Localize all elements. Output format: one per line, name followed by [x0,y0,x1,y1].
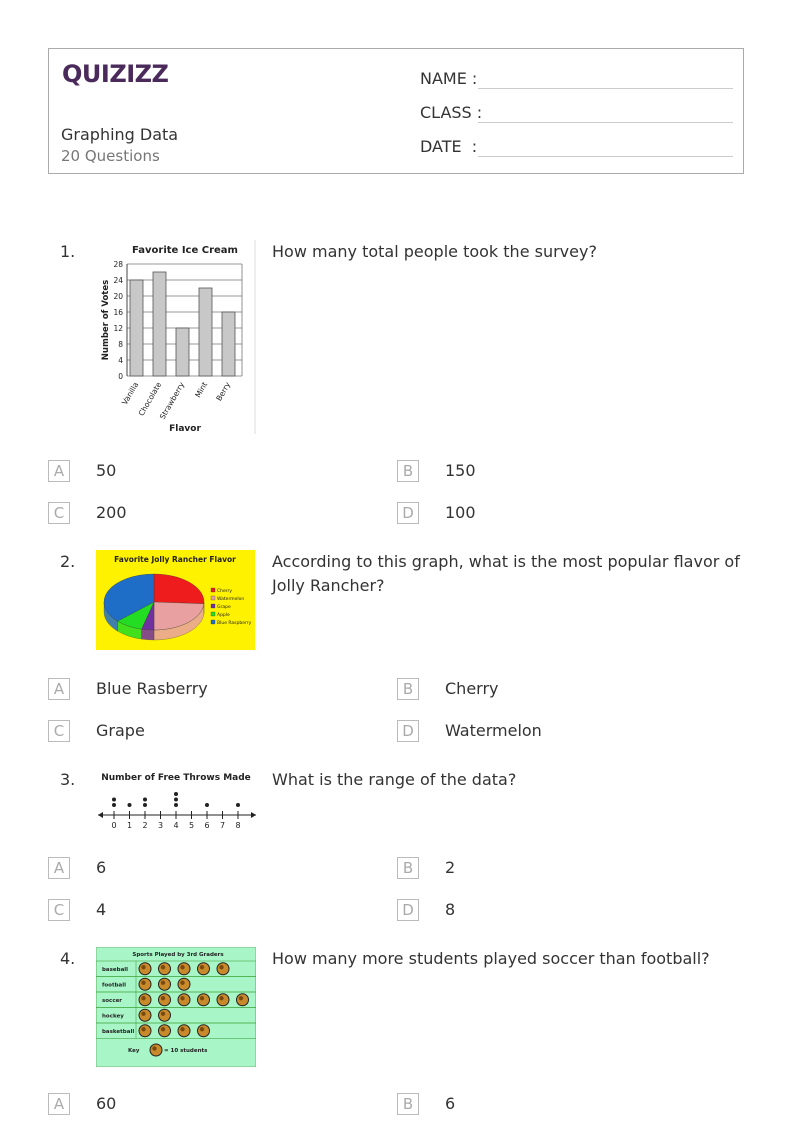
row-label: soccer [102,998,123,1004]
option-value: 6 [96,858,107,877]
x-tick-label: Berry [214,380,233,403]
row-label: basketball [102,1029,135,1035]
option-value: 60 [96,1094,117,1113]
legend-swatch [211,588,215,592]
ball-icon-detail [180,965,184,969]
name-field[interactable] [420,69,477,88]
question-number: 4. [60,949,76,968]
tick-label: 2 [142,821,148,830]
option-value: 6 [445,1094,456,1113]
option-letter: A [48,678,70,700]
ball-icon-detail [141,1027,145,1031]
tick-label: 4 [173,821,179,830]
ball-icon-detail [239,996,243,1000]
row-label: football [102,982,126,989]
key-label: Key [128,1048,140,1054]
arrow-left [98,812,103,818]
data-dot [112,798,116,802]
question-text: According to this graph, what is the most popular flavor of Jolly Rancher? [272,552,740,595]
ball-icon-detail [141,981,145,985]
sports-pictograph [96,947,256,1067]
chart-title: Sports Played by 3rd Graders [132,952,224,958]
option-letter: B [397,678,419,700]
ball-icon-detail [161,1012,165,1016]
option-letter: A [48,1093,70,1115]
option-letter: A [48,857,70,879]
pie-slice-side [142,629,154,640]
bar [176,328,189,376]
class-field[interactable] [420,103,482,122]
legend-swatch [211,612,215,616]
data-dot [143,803,147,807]
question-count: 20 Questions [61,147,160,165]
question-number: 1. [60,242,76,261]
option-value: 100 [445,503,476,522]
class-line [478,122,733,123]
tick-label: 1 [126,821,133,830]
date-field[interactable] [420,137,477,156]
option-value: 8 [445,900,456,919]
y-axis-label: Number of Votes [101,279,111,361]
date-line [478,156,733,157]
data-dot [236,803,240,807]
row-label: hockey [102,1013,124,1020]
legend-swatch [211,596,215,600]
option-value: Grape [96,721,145,740]
data-dot [112,803,116,807]
class-label: CLASS : [420,103,483,122]
data-dot [174,792,178,796]
key-text: = 10 students [164,1048,208,1054]
option-letter: C [48,720,70,742]
legend-label: Watermelon [217,597,245,602]
option-value: Cherry [445,679,499,698]
question-number: 2. [60,552,76,571]
ball-icon-detail [161,996,165,1000]
option-letter: A [48,460,70,482]
y-tick-label: 16 [113,308,123,317]
name-label: NAME : [420,69,478,88]
ball-icon-detail [219,996,223,1000]
ball-icon-detail [200,996,204,1000]
ball-icon-detail [141,996,145,1000]
option-letter: C [48,502,70,524]
row-label: baseball [102,967,129,973]
arrow-right [251,812,256,818]
legend-swatch [211,620,215,624]
option-letter: D [397,899,419,921]
option-value: 4 [96,900,107,919]
jolly-rancher-pie-chart [96,550,255,650]
chart-title: Favorite Jolly Rancher Flavor [114,555,236,564]
option-letter: D [397,720,419,742]
legend-label: Cherry [217,589,233,594]
option-value: 50 [96,461,117,480]
x-tick-label: Strawberry [157,380,187,421]
y-tick-label: 24 [113,276,123,285]
ball-icon-detail [180,981,184,985]
ball-icon-detail [200,965,204,969]
tick-label: 5 [188,821,195,830]
y-tick-label: 4 [118,356,123,365]
chart-title: Number of Free Throws Made [101,773,251,783]
x-tick-label: Vanilla [120,380,141,407]
y-tick-label: 28 [113,260,123,269]
ball-icon-detail [141,965,145,969]
ball-icon-detail [180,1027,184,1031]
option-letter: D [397,502,419,524]
question-text: What is the range of the data? [272,770,517,789]
y-tick-label: 12 [113,324,123,333]
bar [222,312,235,376]
option-value: 2 [445,858,456,877]
ball-icon-detail [200,1027,204,1031]
option-value: 200 [96,503,127,522]
chart-title: Favorite Ice Cream [132,245,238,256]
option-letter: B [397,460,419,482]
data-dot [205,803,209,807]
tick-label: 0 [111,821,117,830]
key-ball-icon-detail [152,1046,156,1050]
question-number: 3. [60,770,76,789]
option-value: Blue Rasberry [96,679,208,698]
tick-label: 6 [204,821,210,830]
date-label: DATE : [420,137,478,156]
worksheet-header [48,48,744,174]
ball-icon-detail [161,981,165,985]
legend-label: Apple [217,613,230,618]
option-letter: B [397,857,419,879]
legend-label: Blue Raspberry [217,621,252,626]
ball-icon-detail [219,965,223,969]
data-dot [174,798,178,802]
data-dot [128,803,132,807]
x-tick-label: Mint [193,380,210,400]
bar [199,288,212,376]
option-value: Watermelon [445,721,542,740]
free-throws-dot-plot [96,768,258,836]
x-tick-label: Chocolate [136,380,164,418]
ball-icon-detail [180,996,184,1000]
ball-icon-detail [161,965,165,969]
legend-label: Grape [217,605,231,610]
legend-swatch [211,604,215,608]
y-tick-label: 8 [118,340,123,349]
x-axis-label: Flavor [169,424,201,434]
tick-label: 3 [157,821,164,830]
worksheet-title: Graphing Data [61,125,179,144]
bar [130,280,143,376]
option-value: 150 [445,461,476,480]
tick-label: 7 [219,821,226,830]
y-tick-label: 20 [113,292,123,301]
option-letter: C [48,899,70,921]
question-text: How many total people took the survey? [272,242,597,261]
option-letter: B [397,1093,419,1115]
name-line [478,88,733,89]
ball-icon-detail [161,1027,165,1031]
data-dot [174,803,178,807]
data-dot [143,798,147,802]
tick-label: 8 [235,821,241,830]
bar [153,272,166,376]
ice-cream-bar-chart [96,240,258,436]
y-tick-label: 0 [118,372,123,381]
ball-icon-detail [141,1012,145,1016]
question-text: How many more students played soccer than football? [272,949,710,968]
quizizz-logo: QUIZIZZ [62,60,169,88]
